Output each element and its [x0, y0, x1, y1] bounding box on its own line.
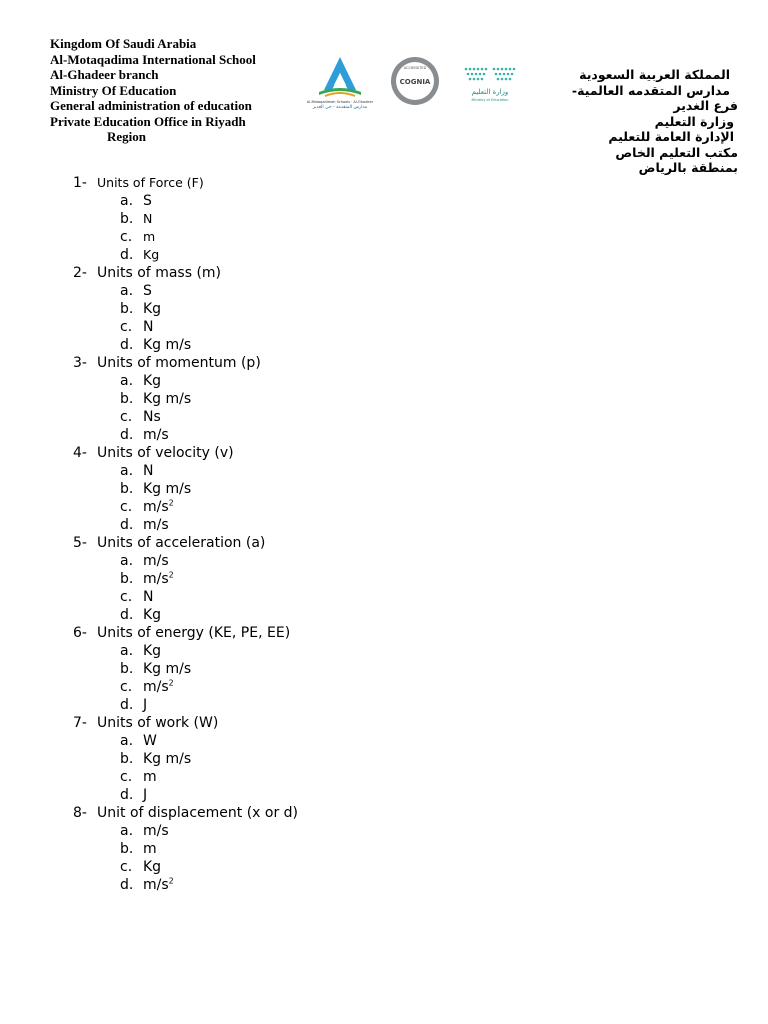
- option: [73, 696, 298, 714]
- question: [73, 354, 298, 372]
- option: [73, 426, 298, 444]
- option-letter: c.: [120, 679, 133, 695]
- question-number: 5-: [73, 535, 87, 551]
- option-text: m: [143, 229, 156, 244]
- option-letter: a.: [120, 193, 134, 209]
- school-caption-ar: مدارس المتقدمة - حي الغدير: [312, 105, 368, 110]
- question-number: 8-: [73, 805, 87, 821]
- option: [73, 336, 298, 354]
- option-letter: a.: [120, 373, 134, 389]
- option-text: Kg m/s: [143, 481, 192, 497]
- option-text: m/s: [143, 877, 169, 893]
- option: [73, 192, 298, 210]
- option-text: Kg: [143, 607, 162, 623]
- option-letter: c.: [120, 319, 133, 335]
- option: [73, 282, 298, 300]
- option-letter: b.: [120, 751, 134, 767]
- option: [73, 678, 298, 696]
- superscript: 2: [168, 876, 174, 886]
- option-letter: b.: [120, 841, 134, 857]
- option-letter: d.: [120, 427, 134, 443]
- question-text: Units of momentum (p): [97, 355, 261, 371]
- question-number: 7-: [73, 715, 87, 731]
- option-text: N: [143, 211, 153, 226]
- option-text: N: [143, 319, 154, 335]
- option: [73, 498, 298, 516]
- option-text: S: [143, 283, 152, 299]
- option-letter: a.: [120, 463, 134, 479]
- question-number: 4-: [73, 445, 87, 461]
- option: [73, 462, 298, 480]
- option-text: Kg: [143, 643, 162, 659]
- option-text: Kg m/s: [143, 337, 192, 353]
- question-text: Units of mass (m): [97, 265, 222, 281]
- option-letter: d.: [120, 787, 134, 803]
- superscript: 2: [168, 570, 174, 580]
- question-number: 1-: [73, 175, 87, 191]
- option: [73, 516, 298, 534]
- option-letter: b.: [120, 571, 134, 587]
- option: [73, 750, 298, 768]
- option-text: Kg: [143, 301, 162, 317]
- question-text: Unit of displacement (x or d): [97, 805, 299, 821]
- option: [73, 552, 298, 570]
- option-text: m: [143, 769, 157, 785]
- option-letter: d.: [120, 337, 134, 353]
- option-text: m/s: [143, 571, 169, 587]
- option-text: m/s: [143, 517, 169, 533]
- school-logo-icon: [305, 54, 375, 110]
- option-letter: c.: [120, 229, 133, 245]
- question-number: 2-: [73, 265, 87, 281]
- option-text: Kg: [143, 859, 162, 875]
- option-letter: a.: [120, 553, 134, 569]
- option-letter: d.: [120, 697, 134, 713]
- question: [73, 624, 298, 642]
- option: [73, 660, 298, 678]
- header-line-ar: مدارس المتقدمه العالمية-: [571, 82, 730, 98]
- header-line-ar: بمنطقة بالرياض: [638, 160, 738, 175]
- question-text: Units of work (W): [97, 715, 219, 731]
- option: [73, 858, 298, 876]
- option-text: Kg: [143, 247, 160, 262]
- option: [73, 300, 298, 318]
- option-text: m/s: [143, 499, 169, 515]
- option-text: W: [143, 733, 157, 749]
- option: [73, 786, 298, 804]
- option: [73, 246, 298, 264]
- question-number: 6-: [73, 625, 87, 641]
- option-letter: c.: [120, 589, 133, 605]
- header-line-ar: الإدارة العامة للتعليم: [608, 129, 734, 144]
- option-text: J: [143, 697, 148, 713]
- superscript: 2: [168, 678, 174, 688]
- option-letter: c.: [120, 409, 133, 425]
- option: [73, 228, 298, 246]
- option-letter: b.: [120, 661, 134, 677]
- question: [73, 174, 298, 192]
- option-text: J: [143, 787, 148, 803]
- header-arabic: [508, 67, 738, 176]
- header-line: Al-Motaqadima International School: [50, 51, 256, 67]
- header-line: General administration of education: [50, 98, 252, 113]
- option-text: Kg: [143, 373, 162, 389]
- cognia-seal-icon: [390, 56, 440, 106]
- option-text: N: [143, 589, 154, 605]
- question: [73, 444, 298, 462]
- option-letter: b.: [120, 391, 134, 407]
- option-letter: d.: [120, 247, 134, 263]
- option-text: N: [143, 463, 154, 479]
- question: [73, 264, 298, 282]
- option: [73, 876, 298, 894]
- cognia-top: ACCREDITED: [403, 66, 427, 70]
- school-caption: Al-Motaqadimah Schools · Al-Ghadeer: [306, 100, 374, 104]
- question-text: Units of energy (KE, PE, EE): [97, 625, 291, 641]
- question: [73, 804, 298, 822]
- header-line: Al-Ghadeer branch: [50, 67, 159, 82]
- logos: [300, 52, 540, 114]
- option-letter: a.: [120, 643, 134, 659]
- option: [73, 318, 298, 336]
- option-text: Kg m/s: [143, 751, 192, 767]
- option-text: Kg m/s: [143, 391, 192, 407]
- option: [73, 822, 298, 840]
- option: [73, 390, 298, 408]
- option-letter: a.: [120, 283, 134, 299]
- option-text: Kg m/s: [143, 661, 192, 677]
- cognia-text: COGNIA: [399, 78, 431, 86]
- option-letter: a.: [120, 733, 134, 749]
- moe-text: وزارة التعليم: [471, 88, 509, 96]
- option: [73, 480, 298, 498]
- option-text: m/s: [143, 427, 169, 443]
- question-text: Units of acceleration (a): [97, 535, 266, 551]
- option-text: m/s: [143, 823, 169, 839]
- option: [73, 768, 298, 786]
- option: [73, 732, 298, 750]
- header-line-ar: المملكة العربية السعودية: [579, 67, 730, 82]
- option-text: m/s: [143, 553, 169, 569]
- option: [73, 372, 298, 390]
- option-letter: d.: [120, 607, 134, 623]
- option: [73, 570, 298, 588]
- option: [73, 408, 298, 426]
- question: [73, 714, 298, 732]
- option-letter: d.: [120, 517, 134, 533]
- option-letter: a.: [120, 823, 134, 839]
- header-line: Kingdom Of Saudi Arabia: [50, 36, 197, 51]
- option-letter: c.: [120, 859, 133, 875]
- question: [73, 534, 298, 552]
- option-letter: b.: [120, 301, 134, 317]
- question-text: Units of velocity (v): [97, 445, 234, 461]
- option-letter: d.: [120, 877, 134, 893]
- header-line-ar: فرع الغدير: [673, 98, 738, 113]
- header-line: Region: [107, 129, 146, 144]
- header-line: Private Education Office in Riyadh: [50, 113, 246, 129]
- question-list: [73, 174, 298, 894]
- superscript: 2: [168, 498, 174, 508]
- option-letter: c.: [120, 769, 133, 785]
- moe-sub: Ministry of Education: [471, 98, 509, 102]
- option-text: m/s: [143, 679, 169, 695]
- option-text: Ns: [143, 409, 161, 425]
- option-letter: b.: [120, 211, 134, 227]
- option: [73, 606, 298, 624]
- option: [73, 642, 298, 660]
- option: [73, 588, 298, 606]
- option-text: m: [143, 841, 157, 857]
- header-line-ar: وزارة التعليم: [654, 113, 734, 129]
- question-number: 3-: [73, 355, 87, 371]
- option: [73, 210, 298, 228]
- option-letter: c.: [120, 499, 133, 515]
- question-text: Units of Force (F): [97, 175, 204, 190]
- option: [73, 840, 298, 858]
- option-letter: b.: [120, 481, 134, 497]
- header-english: [50, 36, 300, 145]
- header-line-ar: مكتب التعليم الخاص: [615, 144, 738, 160]
- option-text: S: [143, 193, 152, 209]
- header-line: Ministry Of Education: [50, 82, 177, 98]
